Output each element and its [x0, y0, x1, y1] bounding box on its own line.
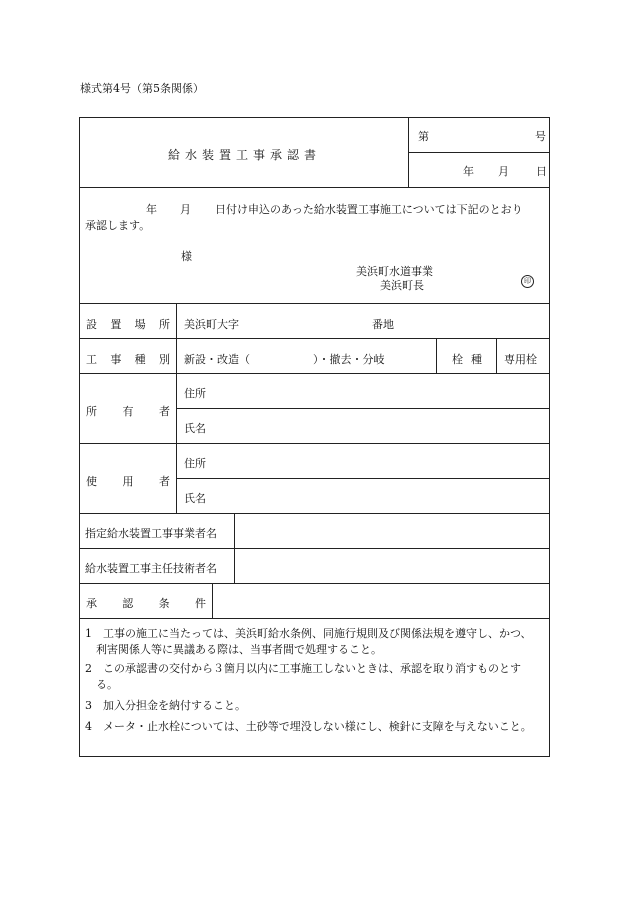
owner-name-label: 氏名 — [184, 422, 206, 435]
label-column-divider — [176, 303, 177, 513]
owner-address-label: 住所 — [184, 387, 206, 400]
location-label: 設 置 場 所 — [86, 318, 170, 331]
conditions-label-divider — [212, 583, 213, 618]
work-type-value-b: ）・撤去・分岐 — [313, 353, 385, 366]
work-type-value-a: 新設・改造（ — [184, 353, 250, 366]
row-line-owner-top — [80, 373, 549, 374]
body-line2: 承認します。 — [85, 219, 151, 232]
number-date-divider — [408, 152, 549, 153]
form-title: 給水装置工事承認書 — [168, 148, 322, 162]
number-label-go: 号 — [535, 130, 546, 143]
header-bottom-line — [80, 187, 549, 188]
row-line-conditions-bottom — [80, 618, 549, 619]
addressee-suffix: 様 — [181, 250, 192, 263]
issuer-org: 美浜町水道事業 — [356, 265, 433, 278]
body-year: 年 — [146, 203, 157, 216]
user-address-label: 住所 — [184, 457, 206, 470]
body-line1: 日付け申込のあった給水装置工事施工については下記のとおり — [215, 203, 523, 216]
date-year: 年 — [463, 165, 474, 178]
conditions-label: 承 認 条 件 — [86, 597, 206, 610]
row-line-worktype-top — [80, 338, 549, 339]
tap-type-value: 専用栓 — [504, 353, 537, 366]
issuer-title: 美浜町長 — [380, 279, 424, 292]
date-day: 日 — [536, 165, 547, 178]
owner-label: 所 有 者 — [86, 405, 170, 418]
user-label: 使 用 者 — [86, 475, 170, 488]
condition-1-line-2: 利害関係人等に異議ある際は、当事者間で処理すること。 — [85, 643, 382, 656]
row-line-contractor-top — [80, 513, 549, 514]
condition-1-line-1: 1 工事の施工に当たっては、美浜町給水条例、同施行規則及び関係法規を遵守し、かつ、 — [85, 627, 532, 640]
row-line-user-top — [80, 443, 549, 444]
engineer-label: 給水装置工事主任技術者名 — [85, 562, 217, 575]
row-line-conditions-top — [80, 583, 549, 584]
approval-form — [79, 117, 550, 757]
condition-2-line-2: る。 — [85, 678, 118, 691]
date-month: 月 — [498, 165, 509, 178]
row-line-engineer-top — [80, 548, 549, 549]
location-suffix: 番地 — [372, 318, 394, 331]
user-name-label: 氏名 — [184, 492, 206, 505]
contractor-divider — [234, 513, 235, 583]
condition-2-line-1: 2 この承認書の交付から３箇月以内に工事施工しないときは、承認を取り消すものとす — [85, 662, 521, 675]
condition-4: 4 メータ・止水栓については、土砂等で埋没しない様にし、検針に支障を与えないこと。 — [85, 720, 532, 733]
work-type-label: 工 事 種 別 — [86, 353, 170, 366]
condition-3: 3 加入分担金を納付すること。 — [85, 699, 246, 712]
body-month: 月 — [180, 203, 191, 216]
row-line-location-top — [80, 303, 549, 304]
tap-type-label: 栓 種 — [452, 353, 482, 366]
form-number: 様式第4号（第5条関係） — [80, 82, 204, 95]
seal-mark: 印 — [521, 275, 534, 288]
worktype-divider-a — [436, 338, 437, 373]
location-prefix: 美浜町大字 — [184, 318, 239, 331]
row-line-owner-mid — [176, 408, 549, 409]
row-line-user-mid — [176, 478, 549, 479]
number-label-dai: 第 — [418, 130, 429, 143]
contractor-label: 指定給水装置工事事業者名 — [85, 527, 217, 540]
worktype-divider-b — [496, 338, 497, 373]
